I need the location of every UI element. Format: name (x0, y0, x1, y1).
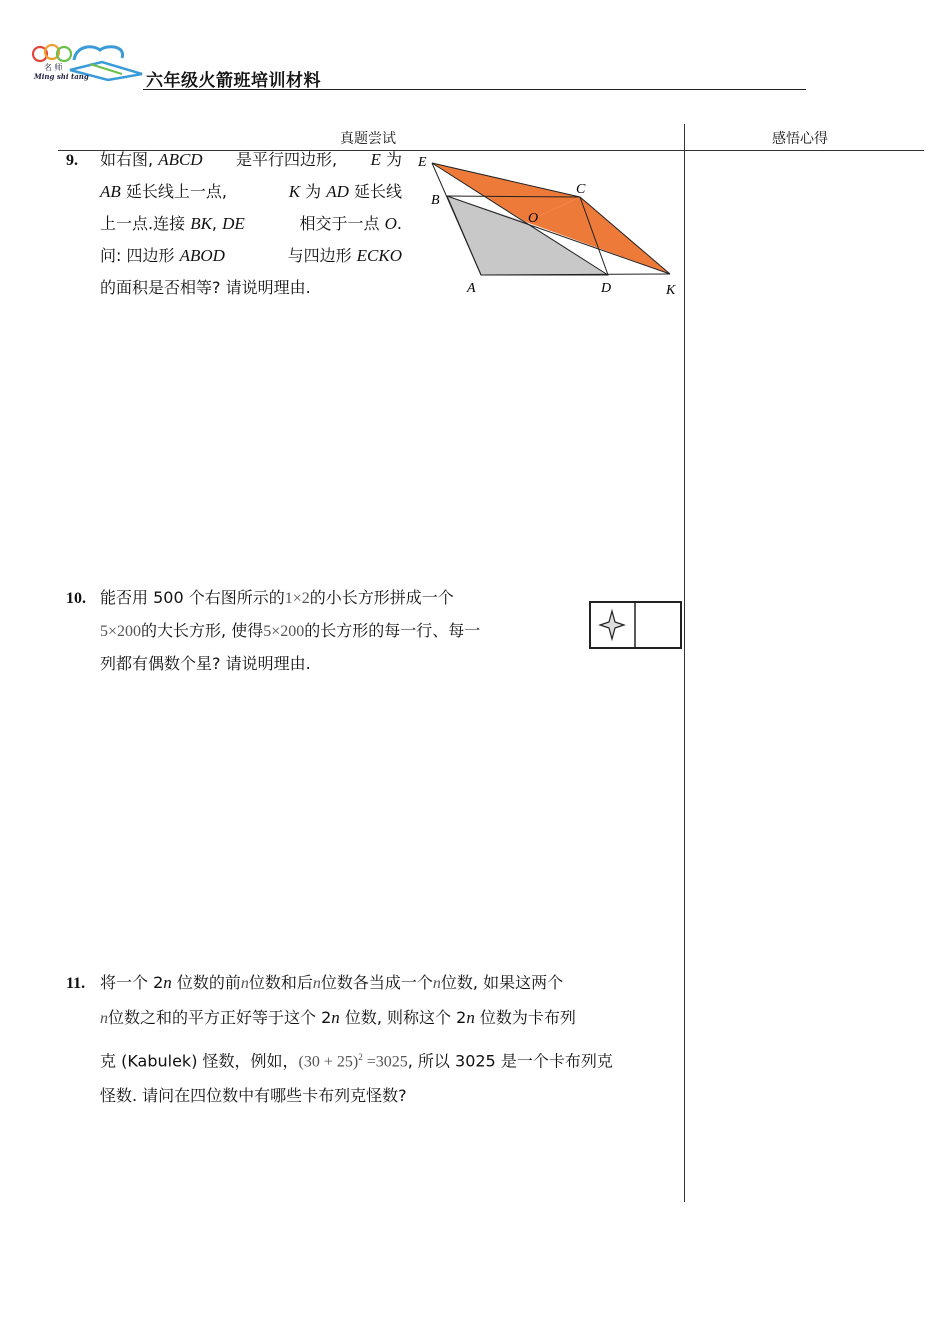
header-title: 六年级火箭班培训材料 (146, 71, 321, 91)
q10-line-1: 能否用 500 个右图所示的1×2的小长方形拼成一个 (100, 588, 454, 607)
label-e: E (418, 155, 427, 170)
domino-1x2-figure (589, 601, 682, 649)
q11-line-2: n位数之和的平方正好等于这个 2n 位数, 则称这个 2n 位数为卡布列 (100, 1008, 576, 1027)
column-header-left: 真题尝试 (340, 131, 396, 147)
q10-line-3: 列都有偶数个星? 请说明理由. (100, 654, 311, 673)
q11-line-3: 克 (Kabulek) 怪数，例如，$(30 + 25)^2 =3025$, 所以 3025 是一个卡布列克 (100, 1051, 613, 1071)
label-b: B (431, 193, 440, 208)
q9-parallelogram-figure (412, 150, 684, 300)
question-11-number: 11. (66, 975, 86, 992)
label-d: D (601, 281, 612, 296)
q10-line-2: 5×200的大长方形, 使得5×200的长方形的每一行、每一 (100, 621, 481, 640)
label-c: C (576, 182, 586, 197)
q9-line-3: 上一点.连接 BK, DE 相交于一点 O. (100, 214, 402, 233)
label-a: A (467, 281, 476, 296)
logo-chars: 名 师 (44, 63, 63, 72)
column-divider (684, 124, 685, 1202)
question-9-number: 9. (66, 152, 78, 169)
label-k: K (666, 283, 676, 298)
q9-line-4: 问: 四边形 ABOD 与四边形 ECKO (100, 246, 402, 265)
q11-line-1: 将一个 2n 位数的前n位数和后n位数各当成一个n位数, 如果这两个 (100, 973, 564, 992)
label-o: O (528, 211, 539, 226)
logo-subtitle: Ming shi tang (34, 72, 89, 81)
question-10-text (100, 582, 570, 680)
q9-line-2: AB 延长线上一点, K 为 AD 延长线 (100, 182, 402, 201)
question-9-text (100, 144, 402, 304)
question-10-number: 10. (66, 590, 86, 607)
q11-line-4: 怪数. 请问在四位数中有哪些卡布列克怪数? (100, 1086, 407, 1106)
question-11-text (100, 966, 680, 1113)
q9-line-1: 如右图, ABCD 是平行四边形, E 为 (100, 150, 402, 169)
header-rule (143, 89, 806, 90)
q9-line-5: 的面积是否相等? 请说明理由. (100, 278, 311, 297)
column-header-right: 感悟心得 (772, 131, 828, 147)
